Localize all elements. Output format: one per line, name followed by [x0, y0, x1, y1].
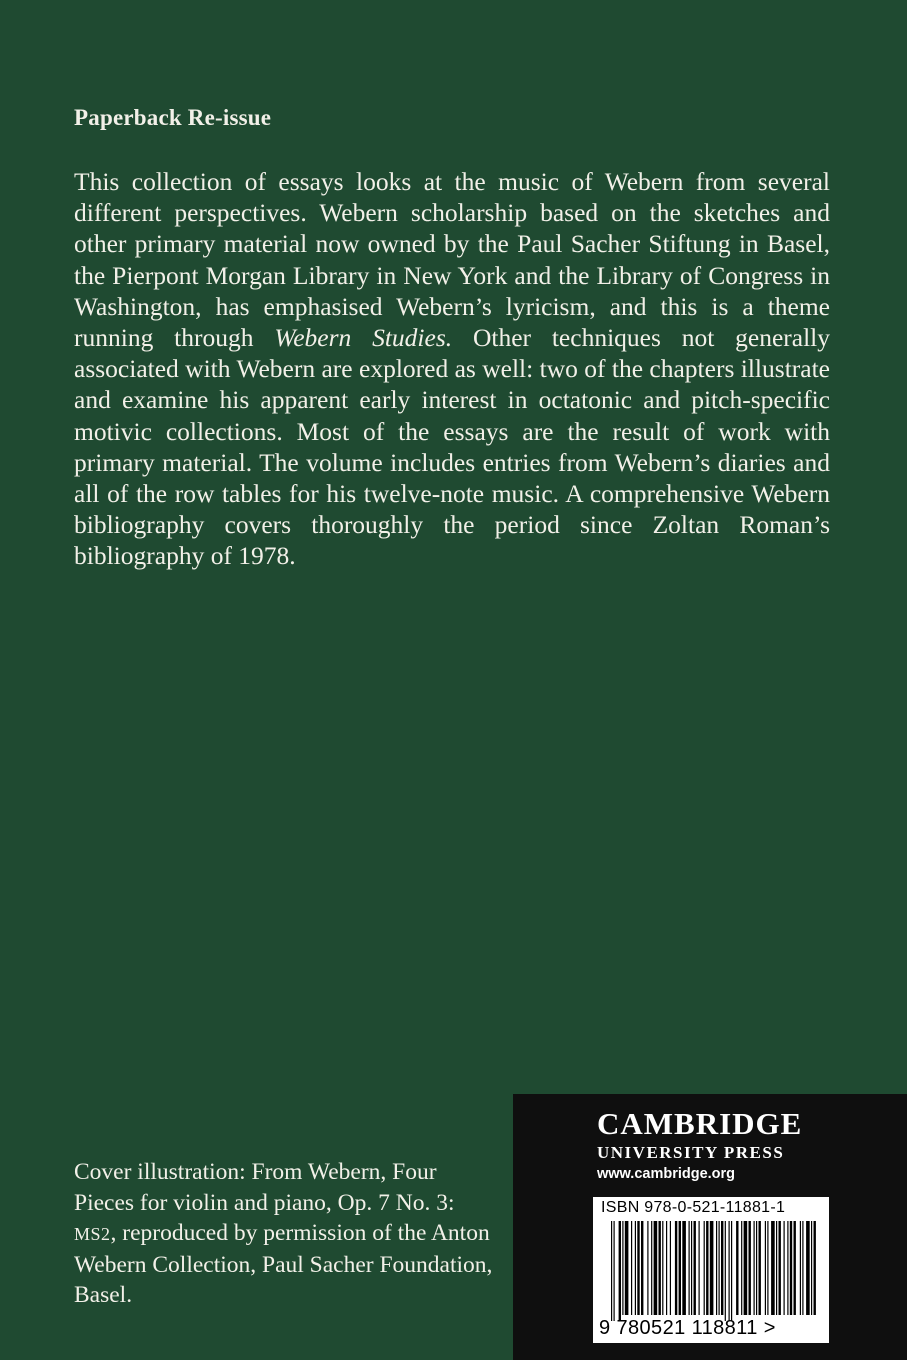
barcode-bar: [675, 1221, 677, 1315]
barcode-bar: [744, 1221, 748, 1315]
barcode: [593, 1197, 829, 1343]
barcode-bar: [637, 1221, 639, 1315]
barcode-bar: [704, 1221, 705, 1315]
description-text-1: This collection of essays looks at the music of Webern from several different perspectives. Webern scholarship based on the sketches and other primary material now owned by the Paul Sacher Stiftung in Basel, the Pierpont Morgan Library in New York and the Library of Congress in Washington, has emphasised Webern’s lyricism, and this is a theme running through: [74, 167, 830, 353]
barcode-bar: [802, 1221, 803, 1315]
barcode-bar: [631, 1221, 632, 1315]
publisher-name: CAMBRIDGE: [597, 1106, 803, 1141]
barcode-bar: [729, 1221, 730, 1321]
credit-ms: MS2: [74, 1224, 111, 1244]
barcode-bar: [719, 1221, 720, 1315]
barcode-bar: [691, 1221, 692, 1315]
barcode-bar: [759, 1221, 761, 1315]
barcode-bar: [784, 1221, 785, 1315]
publisher-panel: [513, 1094, 907, 1360]
barcode-bar: [741, 1221, 742, 1315]
barcode-bar: [647, 1221, 648, 1315]
barcode-bar: [611, 1221, 612, 1321]
barcode-bar: [765, 1221, 766, 1315]
barcode-bar: [756, 1221, 757, 1315]
barcode-bar: [806, 1221, 810, 1315]
barcode-bar: [619, 1221, 621, 1321]
isbn-label: ISBN 978-0-521-11881-1: [601, 1199, 786, 1216]
barcode-bar: [689, 1221, 690, 1315]
barcode-bar: [699, 1221, 700, 1315]
barcode-bar: [754, 1221, 755, 1315]
publisher-subtitle: UNIVERSITY PRESS: [597, 1143, 785, 1162]
barcode-bar: [651, 1221, 652, 1315]
barcode-bar: [749, 1221, 751, 1315]
barcode-bar: [666, 1221, 667, 1315]
barcode-bar: [787, 1221, 788, 1315]
barcode-bar: [779, 1221, 781, 1315]
description-text-2: Other techniques not generally associated with Webern are explored as well: two of the chapters illustrate and examine his apparent early interest in octatonic and pitch-specific motivic collections. Most of the essays are the result of work with primary material. The volume includes entries from Webern’s diaries and all of the row tables for his twelve-note music. A comprehensive Webern bibliography covers thoroughly the period since Zoltan Roman’s bibliography of 1978.: [74, 323, 831, 571]
barcode-bar: [721, 1221, 723, 1315]
book-title: Webern Studies.: [274, 323, 453, 353]
barcode-bar: [771, 1221, 775, 1315]
barcode-bar: [811, 1221, 812, 1315]
barcode-bar: [622, 1221, 623, 1315]
barcode-bar: [794, 1221, 796, 1315]
barcode-bar: [736, 1221, 738, 1315]
cover-credit: [74, 1157, 494, 1311]
barcode-bar: [800, 1221, 801, 1315]
barcode-bar: [641, 1221, 643, 1315]
barcode-bar: [725, 1221, 726, 1321]
section-heading: Paperback Re-issue: [74, 105, 272, 130]
barcode-bar: [654, 1221, 658, 1315]
barcode-bar: [790, 1221, 792, 1315]
barcode-bar: [670, 1221, 671, 1315]
barcode-bar: [679, 1221, 681, 1315]
book-description: [74, 166, 830, 572]
barcode-bar: [625, 1221, 629, 1315]
barcode-bar: [776, 1221, 777, 1315]
credit-text-1: Cover illustration: From Webern, Four Pieces for violin and piano, Op. 7 No. 3:: [74, 1159, 455, 1216]
barcode-digits: 9 780521 118811 >: [599, 1317, 776, 1339]
barcode-bar: [614, 1221, 615, 1321]
barcode-bar: [706, 1221, 708, 1315]
barcode-bar: [662, 1221, 663, 1315]
barcode-bar: [716, 1221, 717, 1315]
barcode-bar: [694, 1221, 696, 1315]
barcode-bar: [814, 1221, 816, 1315]
barcode-bar: [767, 1221, 768, 1315]
credit-text-2: , reproduced by permission of the Anton Webern Collection, Paul Sacher Foundation, Basel.: [74, 1220, 493, 1308]
barcode-bar: [635, 1221, 636, 1315]
barcode-bar: [710, 1221, 714, 1315]
barcode-bar: [682, 1221, 686, 1315]
barcode-bar: [731, 1221, 732, 1321]
barcode-bar: [659, 1221, 661, 1315]
publisher-url[interactable]: www.cambridge.org: [597, 1166, 736, 1182]
